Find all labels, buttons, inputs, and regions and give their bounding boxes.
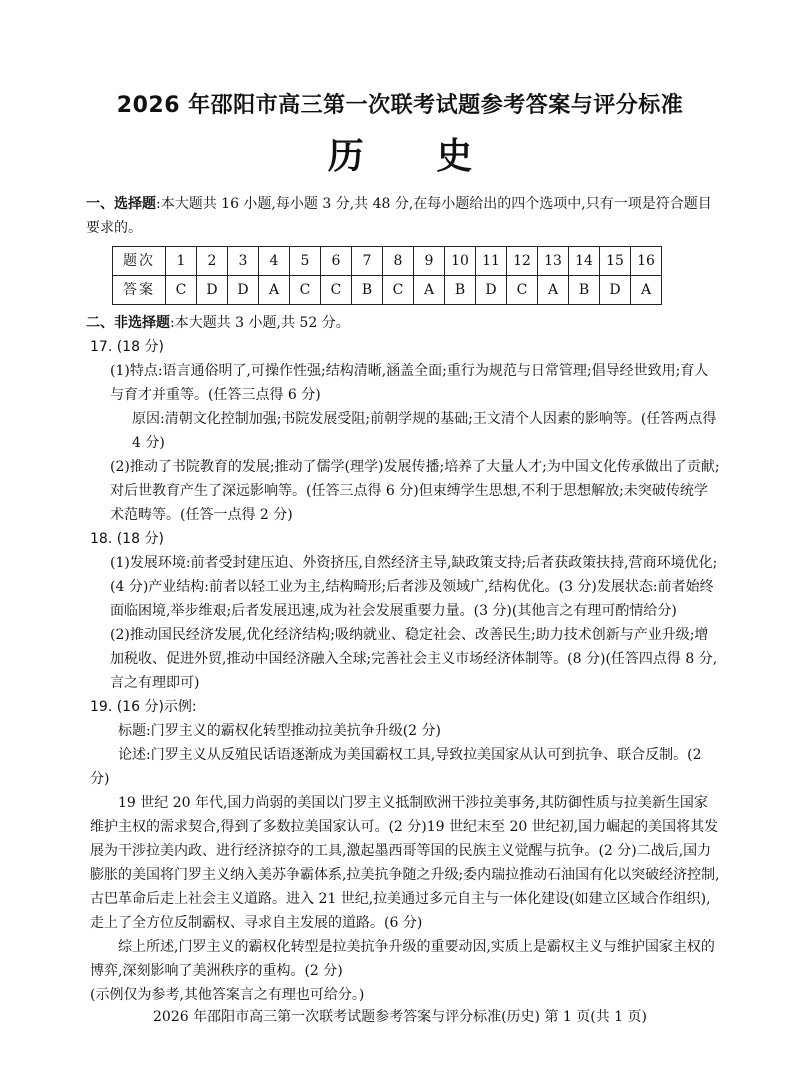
page-footer: 2026 年邵阳市高三第一次联考试题参考答案与评分标准(历史) 第 1 页(共 1 页) (153, 1009, 647, 1025)
section-choice-desc: :本大题共 16 小题,每小题 3 分,共 48 分,在每小题给出的四个选项中,只有一项是符合题目要求的。 (86, 196, 712, 236)
table-header-answer: 答案 (113, 276, 166, 305)
question-17-part1-reasons: 原因:清朝文化控制加强;书院发展受阻;前朝学规的基础;王文清个人因素的影响等。(任答两点得 4 分) (132, 411, 717, 451)
table-cell-number: 11 (476, 247, 507, 276)
table-cell-number: 13 (538, 247, 569, 276)
section-nonchoice-label: 二、非选择题 (86, 315, 170, 331)
question-18-part2: (2)推动国民经济发展,优化经济结构;吸纳就业、稳定社会、改善民生;助力技术创新与产业升级;增加税收、促进外贸,推动中国经济融入全球;完善社会主义市场经济体制等。(8 分)(任答四点得 8 分,言之有理即可) (110, 627, 718, 691)
question-19-conclusion: 综上所述,门罗主义的霸权化转型是拉美抗争升级的重要动因,实质上是霸权主义与维护国家主权的博弈,深刻影响了美洲秩序的重构。(2 分) (90, 939, 715, 979)
question-19-body: 19 世纪 20 年代,国力尚弱的美国以门罗主义抵制欧洲干涉拉美事务,其防御性质与拉美新生国家维护主权的需求契合,得到了多数拉美国家认可。(2 分)19 世纪末至 20 世纪初,国力崛起的美国将其发展为干涉拉美内政、进行经济掠夺的工具,激起墨西哥等国的民族主义觉醒与抗争。(2 分)二战后,国力膨胀的美国将门罗主义纳入美苏争霸体系,拉美抗争随之升级;委内瑞拉推动石油国有化以突破经济控制,古巴革命后走上社会主义道路。进入 21 世纪,拉美通过多元自主与一体化建设(如建立区域合作组织),走上了全方位反制霸权、寻求自主发展的道路。(6 分) (90, 795, 720, 931)
question-19-title: 标题:门罗主义的霸权化转型推动拉美抗争升级(2 分) (118, 723, 441, 739)
question-18 (90, 527, 720, 695)
table-row-answers (113, 276, 662, 305)
table-cell-number: 1 (166, 247, 197, 276)
table-cell-answer: B (352, 276, 383, 305)
table-cell-answer: A (538, 276, 569, 305)
section-choice (86, 192, 720, 240)
table-cell-answer: D (197, 276, 228, 305)
answer-content (86, 192, 720, 1007)
question-19-thesis: 论述:门罗主义从反殖民话语逐渐成为美国霸权工具,导致拉美国家从认可到抗争、联合反制。(2 分) (90, 747, 702, 787)
table-cell-number: 7 (352, 247, 383, 276)
table-cell-answer: D (600, 276, 631, 305)
question-19-note: (示例仅为参考,其他答案言之有理也可给分。) (90, 987, 365, 1003)
table-cell-number: 8 (383, 247, 414, 276)
question-19-heading: 19. (16 分)示例: (90, 699, 197, 715)
question-17-heading: 17. (18 分) (90, 339, 164, 355)
table-cell-answer: C (383, 276, 414, 305)
table-cell-answer: B (569, 276, 600, 305)
question-18-heading: 18. (18 分) (90, 531, 164, 547)
subject-title: 历 史 (327, 136, 503, 177)
section-nonchoice-desc: :本大题共 3 小题,共 52 分。 (170, 315, 350, 331)
table-cell-number: 9 (414, 247, 445, 276)
question-17 (90, 335, 720, 527)
table-cell-answer: B (445, 276, 476, 305)
question-17-part1-features: (1)特点:语言通俗明了,可操作性强;结构清晰,涵盖全面;重行为规范与日常管理;倡导经世致用;育人与育才并重等。(任答三点得 6 分) (110, 363, 709, 403)
question-19 (90, 695, 720, 1007)
table-cell-number: 2 (197, 247, 228, 276)
document-title: 2026 年邵阳市高三第一次联考试题参考答案与评分标准 (116, 93, 684, 118)
table-header-number: 题次 (113, 247, 166, 276)
section-choice-label: 一、选择题 (86, 196, 156, 212)
table-cell-answer: C (290, 276, 321, 305)
table-cell-answer: D (476, 276, 507, 305)
question-17-part2: (2)推动了书院教育的发展;推动了儒学(理学)发展传播;培养了大量人才;为中国文化传承做出了贡献;对后世教育产生了深远影响等。(任答三点得 6 分)但束缚学生思想,不利于思想解放;未突破传统学术范畴等。(任答一点得 2 分) (110, 459, 720, 523)
section-nonchoice (86, 311, 720, 335)
table-cell-number: 12 (507, 247, 538, 276)
table-cell-answer: D (228, 276, 259, 305)
table-cell-answer: C (321, 276, 352, 305)
table-cell-number: 15 (600, 247, 631, 276)
table-cell-number: 10 (445, 247, 476, 276)
table-cell-number: 3 (228, 247, 259, 276)
table-cell-answer: A (631, 276, 662, 305)
table-cell-number: 5 (290, 247, 321, 276)
choice-answer-table (112, 246, 662, 305)
table-row-numbers (113, 247, 662, 276)
table-cell-answer: C (507, 276, 538, 305)
question-18-part1: (1)发展环境:前者受封建压迫、外资挤压,自然经济主导,缺政策支持;后者获政策扶持,营商环境优化;(4 分)产业结构:前者以轻工业为主,结构畸形;后者涉及领域广,结构优化。(3 分)发展状态:前者始终面临困境,举步维艰;后者发展迅速,成为社会发展重要力量。(3 分)(其他言之有理可酌情给分) (110, 555, 718, 619)
table-cell-answer: C (166, 276, 197, 305)
table-cell-answer: A (414, 276, 445, 305)
table-cell-number: 4 (259, 247, 290, 276)
table-cell-number: 14 (569, 247, 600, 276)
table-cell-number: 16 (631, 247, 662, 276)
table-cell-answer: A (259, 276, 290, 305)
table-cell-number: 6 (321, 247, 352, 276)
